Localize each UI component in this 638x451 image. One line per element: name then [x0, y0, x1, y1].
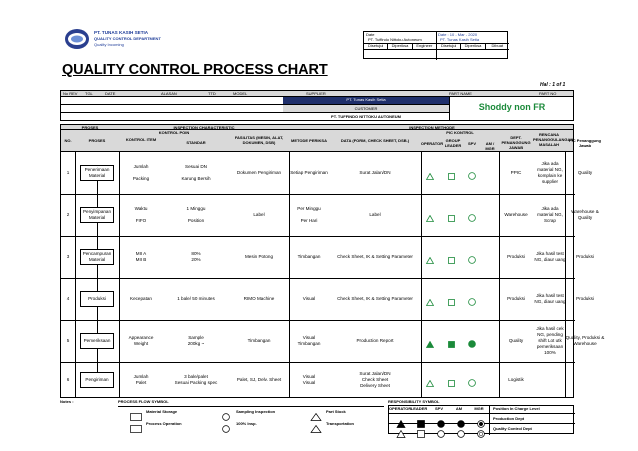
dept-penanggung-header: DEPT. PENANGGUNG JAWAB: [501, 135, 531, 150]
standar: Sample 200kg ~: [187, 334, 205, 346]
resp-item-label: Position In Charge Level: [493, 406, 540, 411]
pic-penanggung: Quality: [577, 169, 593, 175]
resp-divider: [489, 406, 490, 435]
row-number: 3: [66, 254, 70, 259]
rencana: Jika hasil test NG, diaur uang: [534, 250, 566, 262]
metode-periksa: Visual: [302, 295, 316, 301]
inspection-characteristic-header: INSPECTION CHARACTERISTIC: [173, 124, 235, 130]
approval-role: Diperiksa: [460, 43, 484, 49]
metode-periksa: Visual Visual: [302, 373, 316, 385]
process-table: [60, 152, 605, 398]
data-form: Production Report: [356, 337, 394, 343]
process-label: Produksi: [88, 295, 106, 301]
row-number: 6: [66, 377, 70, 382]
approval-role: Disetujui: [436, 43, 460, 49]
dept-penanggung: PPIC: [510, 169, 522, 175]
circle-symbol-icon: [220, 408, 232, 416]
fasilitas-header: FASILITAS (MESIN, ALAT, DOKUMEN, DSB): [234, 135, 284, 145]
process-label: Penerimaan Material: [84, 166, 110, 178]
page-number: Hal : 1 of 1: [540, 82, 566, 88]
flow-symbol-label: Sampling Inspection: [236, 409, 276, 414]
approval-role: Dibuat: [485, 43, 509, 49]
rect-symbol-icon: [130, 408, 142, 416]
part-name-label: PART NAME: [449, 91, 472, 96]
process-box: [80, 249, 114, 265]
revision-header: [60, 90, 574, 97]
customer-name: PT. TUFFINDO NITTOKU AUTONEUM: [283, 112, 449, 121]
resp-item-label: Production Dept: [493, 416, 525, 421]
data-form-header: DATA (FORM, CHECK SHEET, DSB.): [340, 138, 410, 143]
circle-symbol-icon: [220, 420, 232, 428]
dept-penanggung: Produksi: [507, 295, 525, 301]
part-name-value: Shoddy non FR: [478, 102, 546, 112]
data-form: Check Sheet, IK & Setting Parameter: [337, 253, 413, 259]
data-form: Surat Jalan/DN: [359, 169, 391, 175]
proses-header: PROSES: [81, 124, 99, 130]
row-number: 2: [66, 212, 70, 217]
row-number: 4: [66, 296, 70, 301]
leader-square-icon: [448, 293, 455, 300]
approval-box: [363, 31, 508, 59]
data-form: Surat Jalan/DN Check Sheet Delivery Sheet: [359, 370, 391, 389]
data-form: Label: [369, 211, 381, 217]
operator-triangle-icon: [426, 293, 434, 300]
group-leader-header: GROUP LEADER: [444, 138, 462, 148]
department-name: QUALITY CONTROL DEPARTMENT: [94, 36, 161, 41]
row-number: 1: [66, 170, 70, 175]
approval-role: Disetujui: [367, 43, 384, 48]
leader-square-icon: [448, 167, 455, 174]
resp-symbol-row: [393, 425, 485, 433]
arrow-symbol-icon: [310, 420, 322, 428]
fasilitas: Palet, SJ, Delv. Sheet: [236, 376, 282, 382]
kontrol-item: MII A MII B: [135, 250, 147, 262]
proses2-header: PROSES: [88, 138, 106, 143]
leader-square-icon: [448, 209, 455, 216]
pic-penanggung: Quality, Produksi & Warehouse: [565, 334, 605, 346]
leader-square-icon: [448, 335, 455, 342]
rencana: Jika ada material NG, komplain ke supplier: [537, 160, 563, 185]
kontrol-item: Jumlah Palet: [133, 373, 149, 385]
process-label: Penyimpanan Material: [82, 208, 112, 220]
spv-circle-icon: [468, 293, 476, 301]
company-name: PT. TUNAS KASIH SETIA: [94, 30, 149, 35]
legend: [60, 400, 574, 434]
rencana-header: RENCANA PENANGGULANGAN MASALAH: [533, 132, 574, 147]
kontrol-item: Waktu FIFO: [134, 205, 148, 224]
metode-periksa: Per Minggu Per Hari: [297, 205, 321, 224]
date-left-label: Date: [366, 32, 375, 37]
resp-divider: [389, 413, 575, 414]
fasilitas: RIMO Machine: [243, 295, 275, 301]
spv-circle-icon: [468, 209, 476, 217]
flow-symbol-label: Transportation: [326, 421, 355, 426]
operator-triangle-icon: [426, 335, 434, 342]
spv-circle-icon: [468, 167, 476, 175]
data-form: Check Sheet, IK & Setting Parameter: [337, 295, 413, 301]
approval-role: Engineer: [412, 43, 436, 49]
resp-symbol-title: RESPONSIBILITY SYMBOL: [388, 399, 440, 404]
rencana: [533, 362, 567, 398]
ttd-label: TTD: [208, 91, 216, 96]
pic-kontrol-header: PIC KONTROL: [446, 130, 474, 135]
process-label: Pengiriman: [85, 376, 109, 382]
operator-triangle-icon: [426, 374, 434, 381]
dept-penanggung: Produksi: [507, 253, 525, 259]
pic-penanggung: [565, 362, 605, 398]
standar: 80% 20%: [191, 250, 201, 262]
resp-item-label: Quality Control Dept: [493, 426, 532, 431]
resp-symbol-row: [393, 415, 485, 423]
metode-periksa-header: METODE PERIKSA: [291, 138, 327, 143]
am-mgr-header: AM / MGR: [485, 141, 495, 151]
page-title: QUALITY CONTROL PROCESS CHART: [62, 62, 328, 78]
resp-header: AM: [455, 406, 463, 411]
operator-triangle-icon: [426, 251, 434, 258]
spv-circle-icon: [468, 335, 476, 343]
approval-right-company: PT. Tunas Kasih Setia: [440, 37, 480, 42]
process-box: [80, 291, 114, 307]
dept-penanggung: Logistik: [508, 376, 524, 382]
metode-periksa: Visual Timbangan: [297, 334, 321, 346]
approval-left-company: PT. Tuffindo Nittoku Autoneum: [368, 37, 422, 42]
fasilitas: Mesin Potong: [244, 253, 274, 259]
standar: Sesuai DN Karung Bersih: [181, 163, 211, 182]
inspection-methode-header: INSPECTION METHODE: [409, 124, 455, 130]
resp-header: MGR: [474, 406, 484, 411]
supplier-label: SUPPLIER: [306, 91, 326, 96]
rencana: Jika ada material NG, Scrap: [537, 205, 563, 224]
rencana: Jika hasil cek NG, pending shift Lot utk pemeriksaan 100%: [536, 325, 564, 356]
resp-symbol-table: [388, 405, 574, 434]
kontrol-item-header: KONTROL ITEM: [125, 137, 157, 142]
approval-roles: [364, 43, 509, 49]
resp-header: SPV: [434, 406, 443, 411]
kontrol-item: Jumlah Packing: [132, 163, 150, 182]
process-box: [80, 207, 114, 223]
model-label: MODEL: [233, 91, 248, 96]
row-number: 5: [66, 338, 70, 343]
flow-symbol-label: Process Operation: [146, 421, 182, 426]
kontrol-item: Appearance Weight: [128, 334, 154, 346]
standar-header: STANDAR: [186, 140, 206, 145]
supplier-band: [60, 97, 574, 121]
spv-circle-icon: [468, 374, 476, 382]
spv-header: SPV: [467, 141, 476, 146]
pic-penanggung: Warehouse & Quality: [571, 208, 599, 220]
rect-symbol-icon: [130, 420, 142, 428]
operator-triangle-icon: [426, 209, 434, 216]
date-right-label: Date : 10 - Mar - 2020: [438, 32, 478, 37]
flow-symbol-list: [118, 408, 388, 434]
process-label: Pencampuran Material: [82, 250, 112, 262]
flow-symbol-title: PROCESS FLOW SYMBOL: [118, 399, 169, 404]
dept-penanggung: Warehouse: [504, 211, 528, 217]
pic-penanggung-header: PIC Penanggung Jawab: [569, 138, 601, 148]
part-no-label: PART NO: [539, 91, 557, 96]
date-label: DATE: [105, 91, 116, 96]
rencana: Jika hasil test NG, diaur uang: [534, 292, 566, 304]
process-box: [80, 165, 114, 181]
leader-square-icon: [448, 251, 455, 258]
standar: 1 bale/ 50 minutes: [177, 295, 215, 301]
operator-header: OPERATOR: [420, 141, 444, 146]
flow-symbol-label: 100% Insp.: [236, 421, 257, 426]
customer-label: CUSTOMER: [283, 104, 449, 112]
operator-triangle-icon: [426, 167, 434, 174]
fasilitas: Label: [253, 211, 265, 217]
kontrol-item: Kecepatan: [130, 295, 152, 301]
process-label: Pemeriksaan: [83, 337, 111, 343]
approval-role: Diperiksa: [387, 43, 411, 49]
dept-penanggung: Quality: [508, 337, 524, 343]
fasilitas: Dokumen Pengiriman: [236, 169, 282, 175]
resp-header: LEADER: [410, 406, 428, 411]
resp-header: OPERATOR: [389, 406, 412, 411]
metode-periksa: Setiap Pengiriman: [290, 169, 328, 175]
company-logo: [64, 27, 90, 51]
metode-periksa: Timbangan: [297, 253, 321, 259]
process-box: [80, 372, 114, 388]
arrow-symbol-icon: [310, 408, 322, 416]
pic-penanggung: Produksi: [576, 295, 594, 301]
standar: 3 bale/palet Sesuai Packing spec: [174, 373, 218, 385]
flow-symbol-label: Part Stock: [326, 409, 346, 414]
column-header: [60, 130, 601, 152]
alasan-label: ALASAN: [161, 91, 177, 96]
standar: 1 Minggu Position: [186, 205, 206, 224]
spv-circle-icon: [468, 251, 476, 259]
supplier-name: PT. Tunas Kasih Setia: [283, 97, 449, 104]
pic-penanggung: Produksi: [576, 253, 594, 259]
leader-square-icon: [448, 374, 455, 381]
no-rev-label: No REV: [63, 91, 78, 96]
tgl-label: TGL: [85, 91, 93, 96]
process-box: [80, 333, 114, 349]
no-header: NO.: [64, 138, 72, 143]
fasilitas: Timbangan: [247, 337, 271, 343]
notes-label: Notes :: [60, 399, 74, 404]
kontrol-poin-header: KONTROL POIN: [158, 130, 190, 135]
subtitle: Quality Incoming: [94, 42, 124, 47]
flow-symbol-label: Material Storage: [146, 409, 178, 414]
